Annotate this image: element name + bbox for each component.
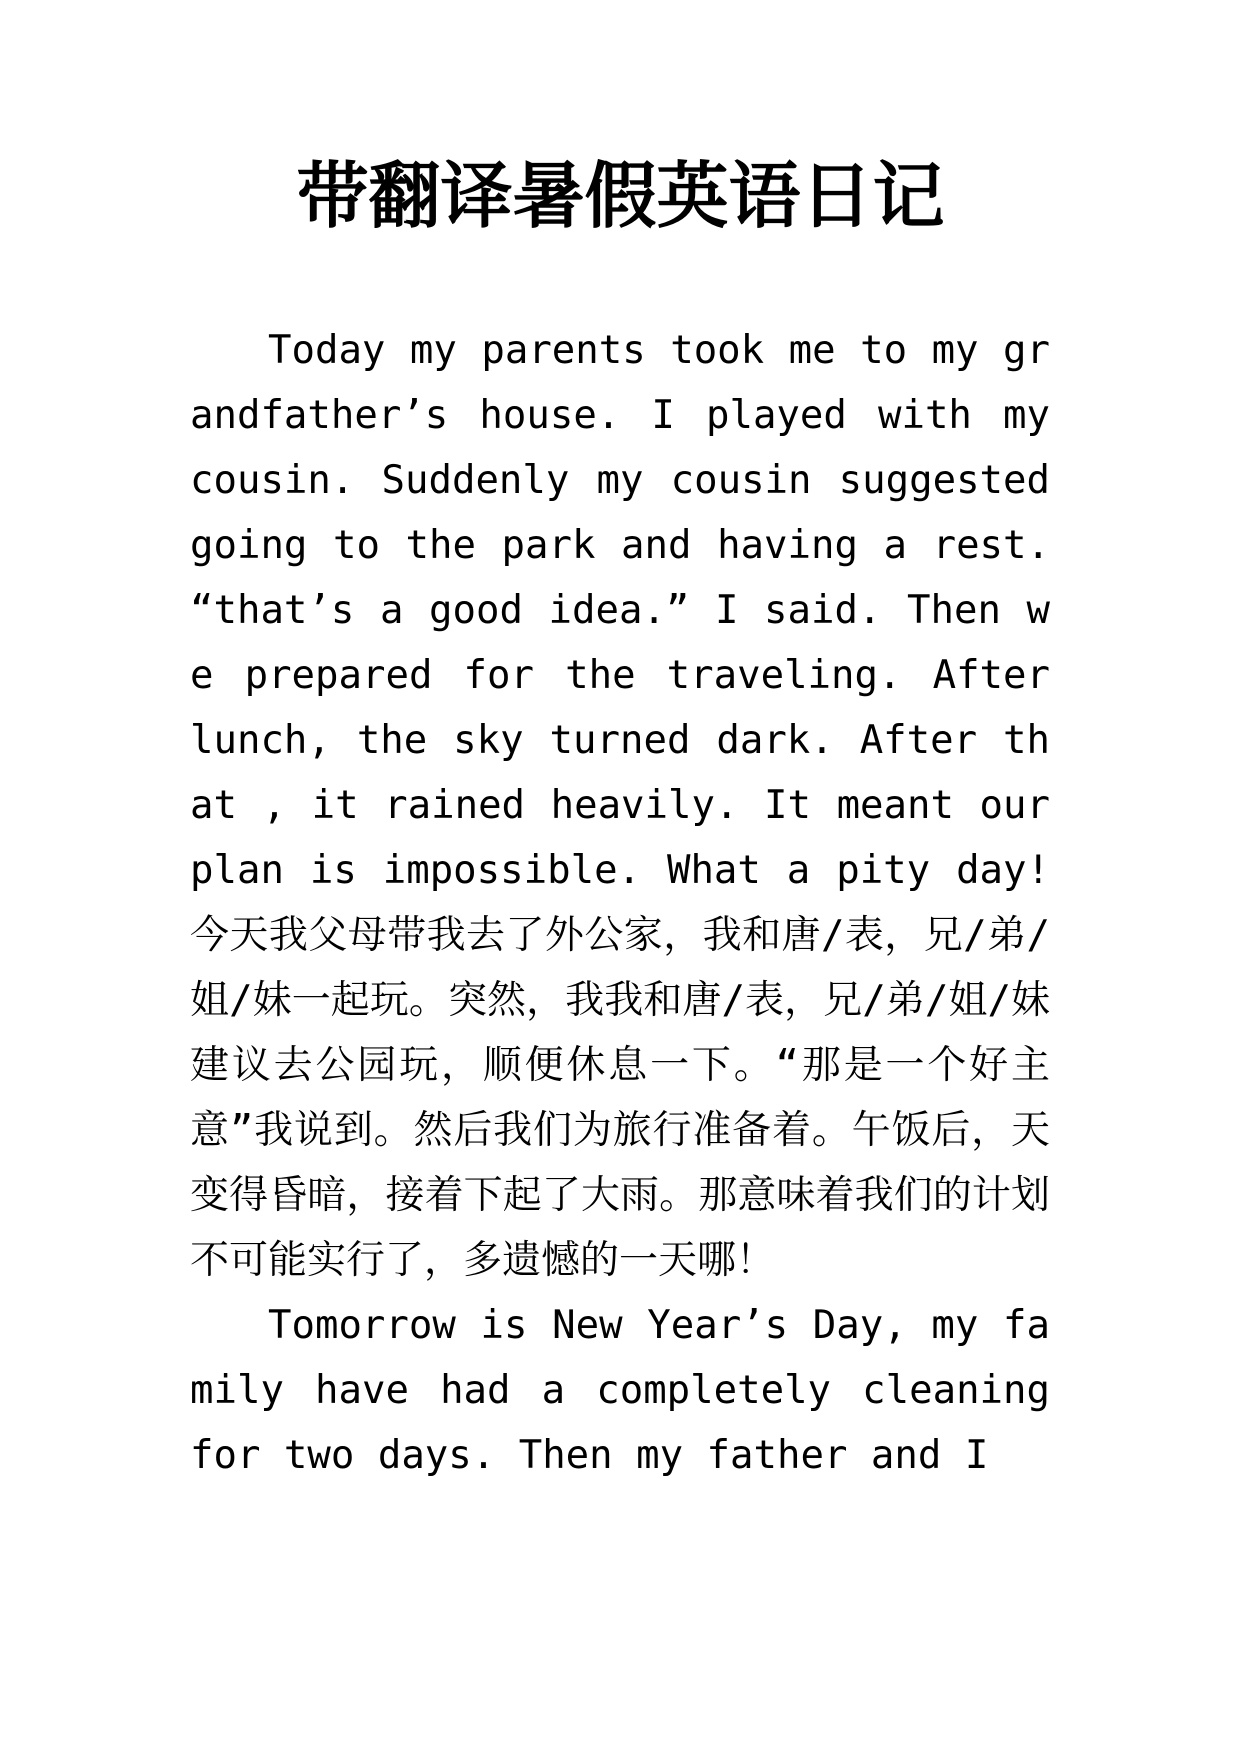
document-body (190, 318, 1050, 1488)
paragraph-1: Today my parents took me to my grandfather’s house. I played with my cousin. Suddenly my cousin suggested going to the park and having a rest. “that’s a good idea.” I said. Then we prepared for the traveling. After lunch, the sky turned dark. After that , it rained heavily. It meant our plan is impossible. What a pity day! 今天我父母带我去了外公家，我和唐/表，兄/弟/姐/妹一起玩。突然，我我和唐/表，兄/弟/姐/妹建议去公园玩，顺便休息一下。“那是一个好主意”我说到。然后我们为旅行准备着。午饭后，天变得昏暗，接着下起了大雨。那意味着我们的计划不可能实行了，多遗憾的一天哪！ (190, 328, 1050, 1283)
document-title: 带翻译暑假英语日记 (296, 153, 945, 238)
paragraph-2: Tomorrow is New Year’s Day, my family have had a completely cleaning for two days. Then my father and I (190, 1303, 1050, 1478)
